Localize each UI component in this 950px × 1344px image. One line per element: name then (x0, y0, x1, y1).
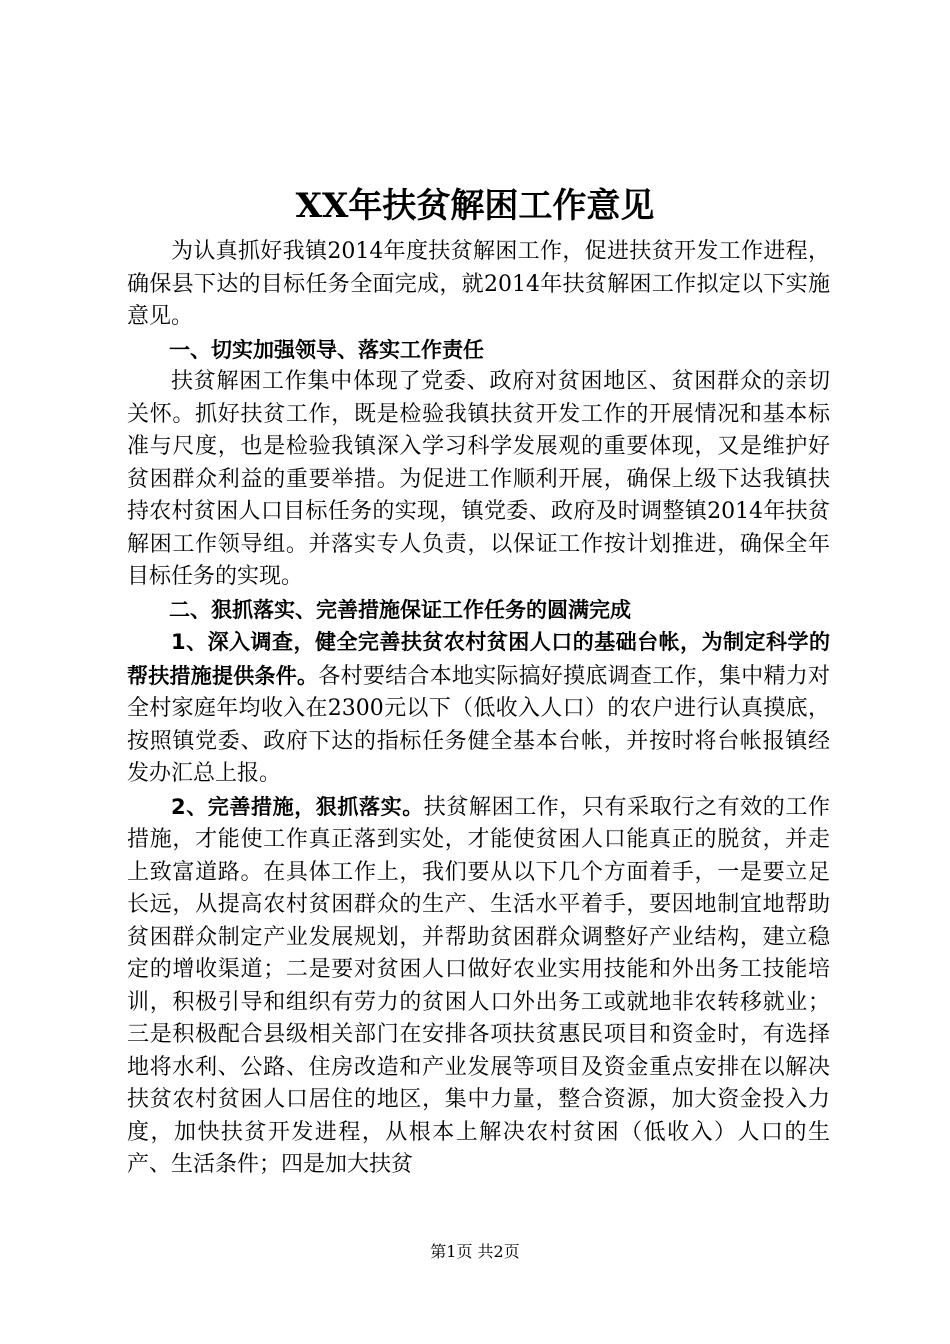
page-footer: 第1页 共2页 (430, 1242, 520, 1261)
section1-paragraph: 扶贫解困工作集中体现了党委、政府对贫困地区、贫困群众的亲切关怀。抓好扶贫工作，既是检验我镇扶贫开发工作的开展情况和基本标准与尺度，也是检验我镇深入学习科学发展观的重要体现，又是维护好贫困群众利益的重要举措。为促进工作顺利开展，确保上级下达我镇扶持农村贫困人口目标任务的实现，镇党委、政府及时调整镇2014年扶贫解困工作领导组。并落实专人负责，以保证工作按计划推进，确保全年目标任务的实现。 (127, 369, 830, 589)
page-title: XX年扶贫解困工作意见 (295, 186, 655, 226)
section1-heading: 一、切实加强领导、落实工作责任 (169, 337, 484, 362)
section2-item1-lead: 1、深入调查，健全完善扶贫农村贫困人口的基础台帐，为制定科学的帮扶措施提供条件。 (127, 630, 830, 688)
section2-item1-text: 各村要结合本地实际搞好摸底调查工作，集中精力对全村家庭年均收入在2300元以下（低收入人口）的农户进行认真摸底，按照镇党委、政府下达的指标任务健全基本台帐，并按时将台帐报镇经发办汇总上报。 (127, 663, 830, 786)
section2-item2-paragraph (127, 791, 830, 1182)
intro-paragraph: 为认真抓好我镇2014年度扶贫解困工作，促进扶贫开发工作进程，确保县下达的目标任务全面完成，就2014年扶贫解困工作拟定以下实施意见。 (127, 239, 830, 329)
section2-heading: 二、狠抓落实、完善措施保证工作任务的圆满完成 (169, 597, 631, 622)
document-body (127, 236, 830, 1182)
section2-item1-paragraph (127, 626, 830, 791)
section2-item2-text: 扶贫解困工作，只有采取行之有效的工作措施，才能使工作真正落到实处，才能使贫困人口能真正的脱贫，并走上致富道路。在具体工作上，我们要从以下几个方面着手，一是要立足长远，从提高农村贫困群众的生产、生活水平着手，要因地制宜地帮助贫困群众制定产业发展规划，并帮助贫困群众调整好产业结构，建立稳定的增收渠道；二是要对贫困人口做好农业实用技能和外出务工技能培训，积极引导和组织有劳力的贫困人口外出务工或就地非农转移就业；三是积极配合县级相关部门在安排各项扶贫惠民项目和资金时，有选择地将水利、公路、住房改造和产业发展等项目及资金重点安排在以解决扶贫农村贫困人口居住的地区，集中力量，整合资源，加大资金投入力度，加快扶贫开发进程，从根本上解决农村贫困（低收入）人口的生产、生活条件；四是加大扶贫 (127, 794, 830, 1177)
section2-item2-lead: 2、完善措施，狠抓落实。 (171, 794, 424, 819)
